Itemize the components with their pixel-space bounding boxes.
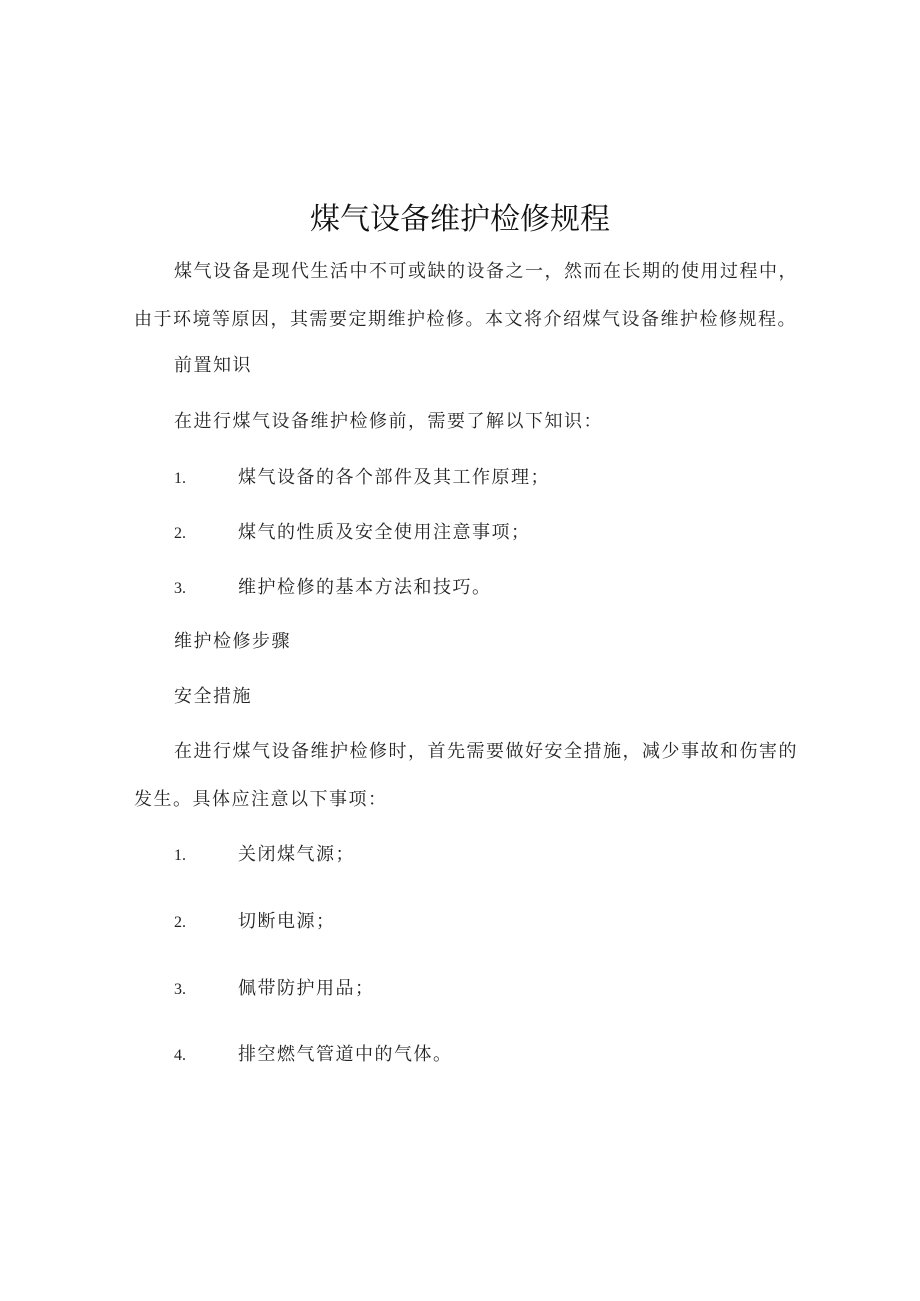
document-title: 煤气设备维护检修规程 [310,202,610,237]
list-item-text: 维护检修的基本方法和技巧。 [238,577,492,598]
list-item [174,574,492,603]
list-number: 1. [174,847,186,864]
list-item-text: 排空燃气管道中的气体。 [238,1044,453,1065]
list-item-text: 煤气设备的各个部件及其工作原理； [238,467,550,488]
list-number: 2. [174,914,186,931]
list-number: 3. [174,580,186,597]
list-item [174,908,336,937]
list-item-text: 关闭煤气源； [238,844,355,865]
prereq-lead-text: 在进行煤气设备维护检修前，需要了解以下知识： [174,411,603,432]
list-item-text: 切断电源； [238,911,336,932]
list-item [174,975,375,1004]
safety-lead-paragraph: 在进行煤气设备维护检修时，首先需要做好安全措施，减少事故和伤害的发生。具体应注意以下事项： [134,741,798,810]
section-heading-prereq: 前置知识 [174,355,252,376]
list-number: 2. [174,525,186,542]
list-item [174,1041,453,1070]
list-number: 1. [174,470,186,487]
list-item [174,519,531,548]
list-item [174,841,355,870]
list-item-text: 佩带防护用品； [238,978,375,999]
intro-paragraph: 煤气设备是现代生活中不可或缺的设备之一，然而在长期的使用过程中，由于环境等原因，其需要定期维护检修。本文将介绍煤气设备维护检修规程。 [134,261,798,330]
section-heading-steps: 维护检修步骤 [174,631,291,652]
list-number: 4. [174,1047,186,1064]
subsection-heading-safety: 安全措施 [174,686,252,707]
list-item [174,464,550,493]
list-item-text: 煤气的性质及安全使用注意事项； [238,522,531,543]
list-number: 3. [174,981,186,998]
